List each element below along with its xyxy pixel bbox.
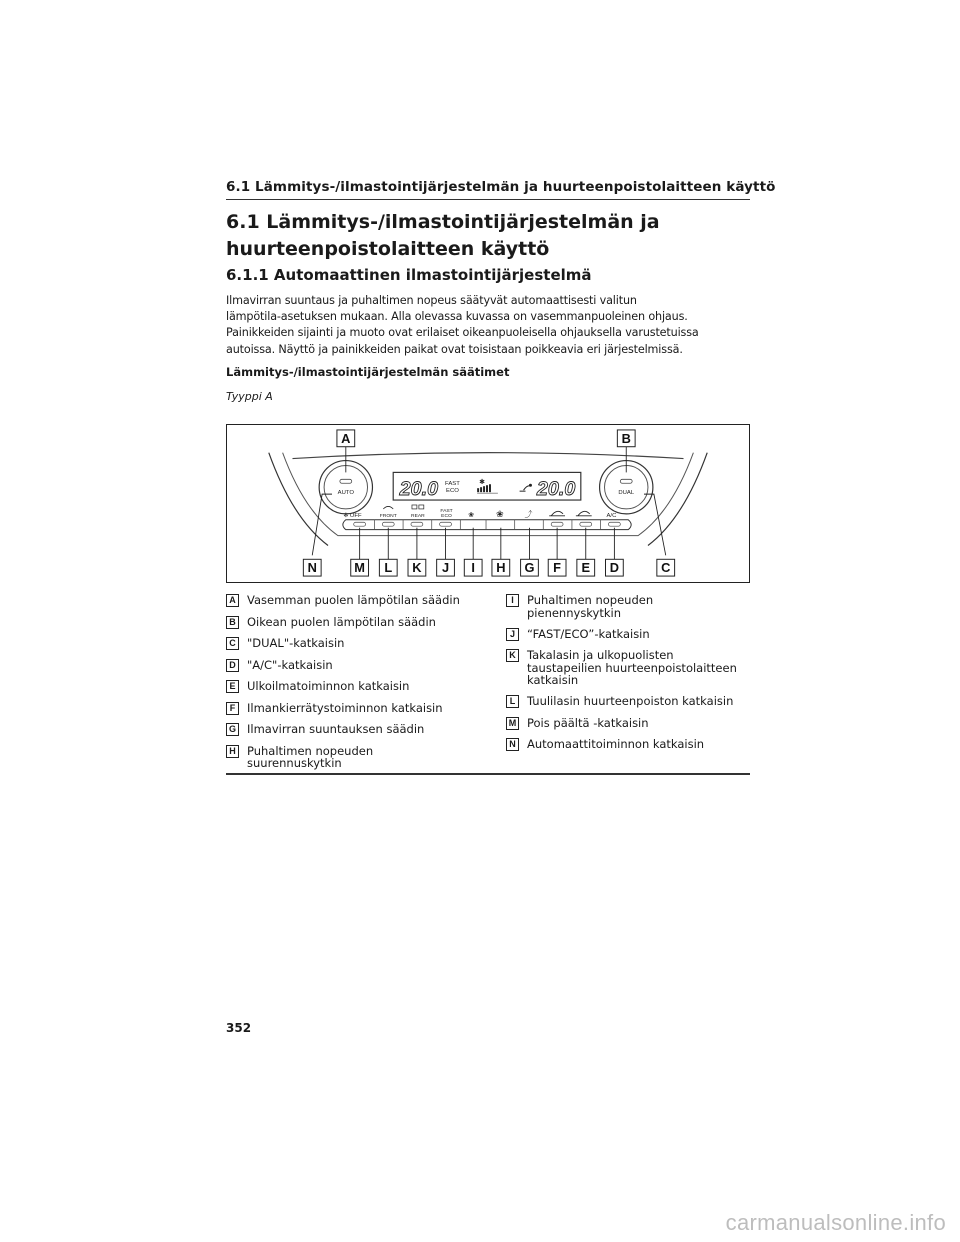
callout-m (351, 559, 369, 576)
legend-text: Ulkoilmatoiminnon katkaisin (247, 679, 410, 693)
legend-text: Puhaltimen nopeuden suurennuskytkin (247, 743, 374, 770)
legend-key: K (506, 649, 519, 662)
legend-item (506, 717, 750, 730)
legend-left-column (226, 594, 488, 778)
display-fast: FAST (445, 481, 460, 488)
outside-air-icon (576, 511, 592, 516)
legend-key: D (226, 659, 239, 672)
fast-eco-button-indicator[interactable] (440, 522, 452, 526)
fan-small-icon: ❀ (468, 511, 475, 519)
callout-n (303, 559, 321, 576)
legend-text: Takalasin ja ulkopuolisten taustapeilien huurteenpoistolaitteen katkaisin (527, 648, 737, 687)
legend-key: F (226, 702, 239, 715)
callout-e (577, 559, 595, 576)
svg-text:E: E (581, 560, 591, 576)
legend-key: H (226, 745, 239, 758)
controls-heading: Lämmitys-/ilmastointijärjestelmän säätimet (226, 365, 510, 379)
svg-text:J: J (441, 560, 450, 576)
rear-defrost-icon (412, 505, 424, 509)
front-label: FRONT (379, 513, 397, 519)
legend-key: L (506, 695, 519, 708)
section-title (226, 209, 750, 263)
display-eco: ECO (446, 488, 459, 495)
svg-text:K: K (412, 560, 422, 576)
legend-key: G (226, 723, 239, 736)
legend-item (506, 695, 750, 708)
callout-a (337, 430, 355, 447)
legend-key: C (226, 637, 239, 650)
type-label: Tyyppi A (226, 390, 273, 403)
recirculation-icon (549, 511, 565, 516)
legend-item (226, 637, 488, 650)
legend-item (226, 616, 488, 629)
legend-text: Oikean puolen lämpötilan säädin (247, 614, 436, 629)
svg-text:F: F (553, 560, 562, 576)
airflow-icon: ⤴ (524, 509, 533, 519)
legend-key: M (506, 717, 519, 730)
eco-label: ECO (441, 513, 452, 519)
legend-text: Automaattitoiminnon katkaisin (527, 737, 705, 751)
svg-text:A: A (341, 430, 351, 446)
legend-text: Tuulilasin huurteenpoiston katkaisin (527, 694, 734, 708)
intro-line: Painikkeiden sijainti ja muoto ovat erilaiset oikeanpuoleisella ohjauksella varustetuissa (226, 326, 699, 340)
header-divider (226, 199, 750, 200)
section-end-divider (226, 773, 750, 775)
legend-item (506, 594, 750, 619)
legend-text: Puhaltimen nopeuden pienennyskytkin (527, 593, 654, 620)
legend-item (506, 628, 750, 641)
display-temp-left: 20.0 (399, 478, 439, 501)
off-button-indicator[interactable] (354, 522, 366, 526)
watermark-text: carmanualsonline.info (725, 1210, 946, 1235)
legend-text: Vasemman puolen lämpötilan säädin (247, 593, 460, 607)
svg-text:I: I (471, 560, 475, 576)
legend-key: A (226, 594, 239, 607)
climate-display (393, 472, 581, 500)
legend-item (226, 680, 488, 693)
panel-top-edge (292, 453, 683, 459)
rear-label: REAR (411, 513, 425, 519)
svg-text:M: M (354, 560, 365, 576)
legend-text: Ilmavirran suuntauksen säädin (247, 722, 425, 736)
running-header: 6.1 Lämmitys-/ilmastointijärjestelmän ja huurteenpoistolaitteen käyttö (226, 179, 776, 195)
legend-text: Ilmankierrätystoiminnon katkaisin (247, 700, 443, 715)
front-button-indicator[interactable] (382, 522, 394, 526)
legend-item (226, 723, 488, 736)
svg-text:H: H (496, 560, 506, 576)
ac-label: A/C (606, 512, 617, 519)
off-fan-icon: ✻ (343, 512, 349, 519)
rear-button-indicator[interactable] (411, 522, 423, 526)
legend-key: I (506, 594, 519, 607)
svg-text:✱: ✱ (479, 479, 485, 487)
panel-outline-left (269, 453, 328, 546)
svg-text:N: N (307, 560, 317, 576)
legend-item (506, 649, 750, 687)
legend-text: "DUAL"-katkaisin (247, 636, 345, 650)
legend-item (506, 738, 750, 751)
legend-item (226, 594, 488, 607)
intro-paragraph (226, 293, 750, 358)
svg-text:L: L (384, 560, 393, 576)
ac-button-indicator[interactable] (608, 522, 620, 526)
callout-i (464, 559, 482, 576)
page-number: 352 (226, 1021, 252, 1035)
fast-label: FAST (440, 508, 453, 514)
svg-text:B: B (621, 430, 631, 446)
intro-line: Ilmavirran suuntaus ja puhaltimen nopeus säätyvät automaattisesti valitun (226, 294, 637, 307)
svg-text:C: C (661, 560, 671, 576)
legend-item (226, 745, 488, 770)
legend-key: J (506, 628, 519, 641)
callout-l (379, 559, 397, 576)
off-label: OFF (349, 512, 362, 519)
intro-line: lämpötila-asetuksen mukaan. Alla olevassa kuvassa on vasemmanpuoleinen ohjaus. (226, 310, 688, 324)
outside-button-indicator[interactable] (580, 522, 592, 526)
front-defrost-icon (383, 506, 393, 508)
callout-d (606, 559, 624, 576)
knob-right-label: DUAL (618, 490, 635, 497)
callout-h (492, 559, 510, 576)
callout-k (408, 559, 426, 576)
legend-key: E (226, 680, 239, 693)
climate-panel-illustration (227, 425, 749, 582)
intro-line: autoissa. Näyttö ja painikkeiden paikat ovat toisistaan poikkeavia eri järjestelmissä. (226, 342, 683, 356)
svg-text:D: D (609, 560, 620, 576)
legend-text: “FAST/ECO”-katkaisin (527, 626, 650, 641)
legend-item (226, 702, 488, 715)
knob-left-label: AUTO (337, 490, 354, 497)
section-title-line-1: 6.1 Lämmitys-/ilmastointijärjestelmän ja (226, 211, 660, 233)
svg-text:G: G (524, 560, 535, 576)
panel-outline-right (648, 453, 707, 546)
callout-g (521, 559, 539, 576)
callout-j (437, 559, 455, 576)
callout-f (548, 559, 566, 576)
legend-key: B (226, 616, 239, 629)
display-temp-right: 20.0 (536, 478, 576, 501)
fan-large-icon: ❀ (496, 508, 504, 519)
recirc-button-indicator[interactable] (551, 522, 563, 526)
callout-c (657, 559, 675, 576)
button-strip (343, 520, 631, 530)
section-title-line-2: huurteenpoistolaitteen käyttö (226, 238, 550, 260)
legend-item (226, 659, 488, 672)
subsection-title: 6.1.1 Automaattinen ilmastointijärjestelmä (226, 266, 592, 284)
legend-right-column (506, 594, 750, 760)
climate-panel-figure (226, 424, 750, 583)
legend-key: N (506, 738, 519, 751)
legend-text: "A/C"-katkaisin (247, 657, 333, 672)
callout-b (617, 430, 635, 447)
legend-text: Pois päältä -katkaisin (527, 715, 649, 730)
